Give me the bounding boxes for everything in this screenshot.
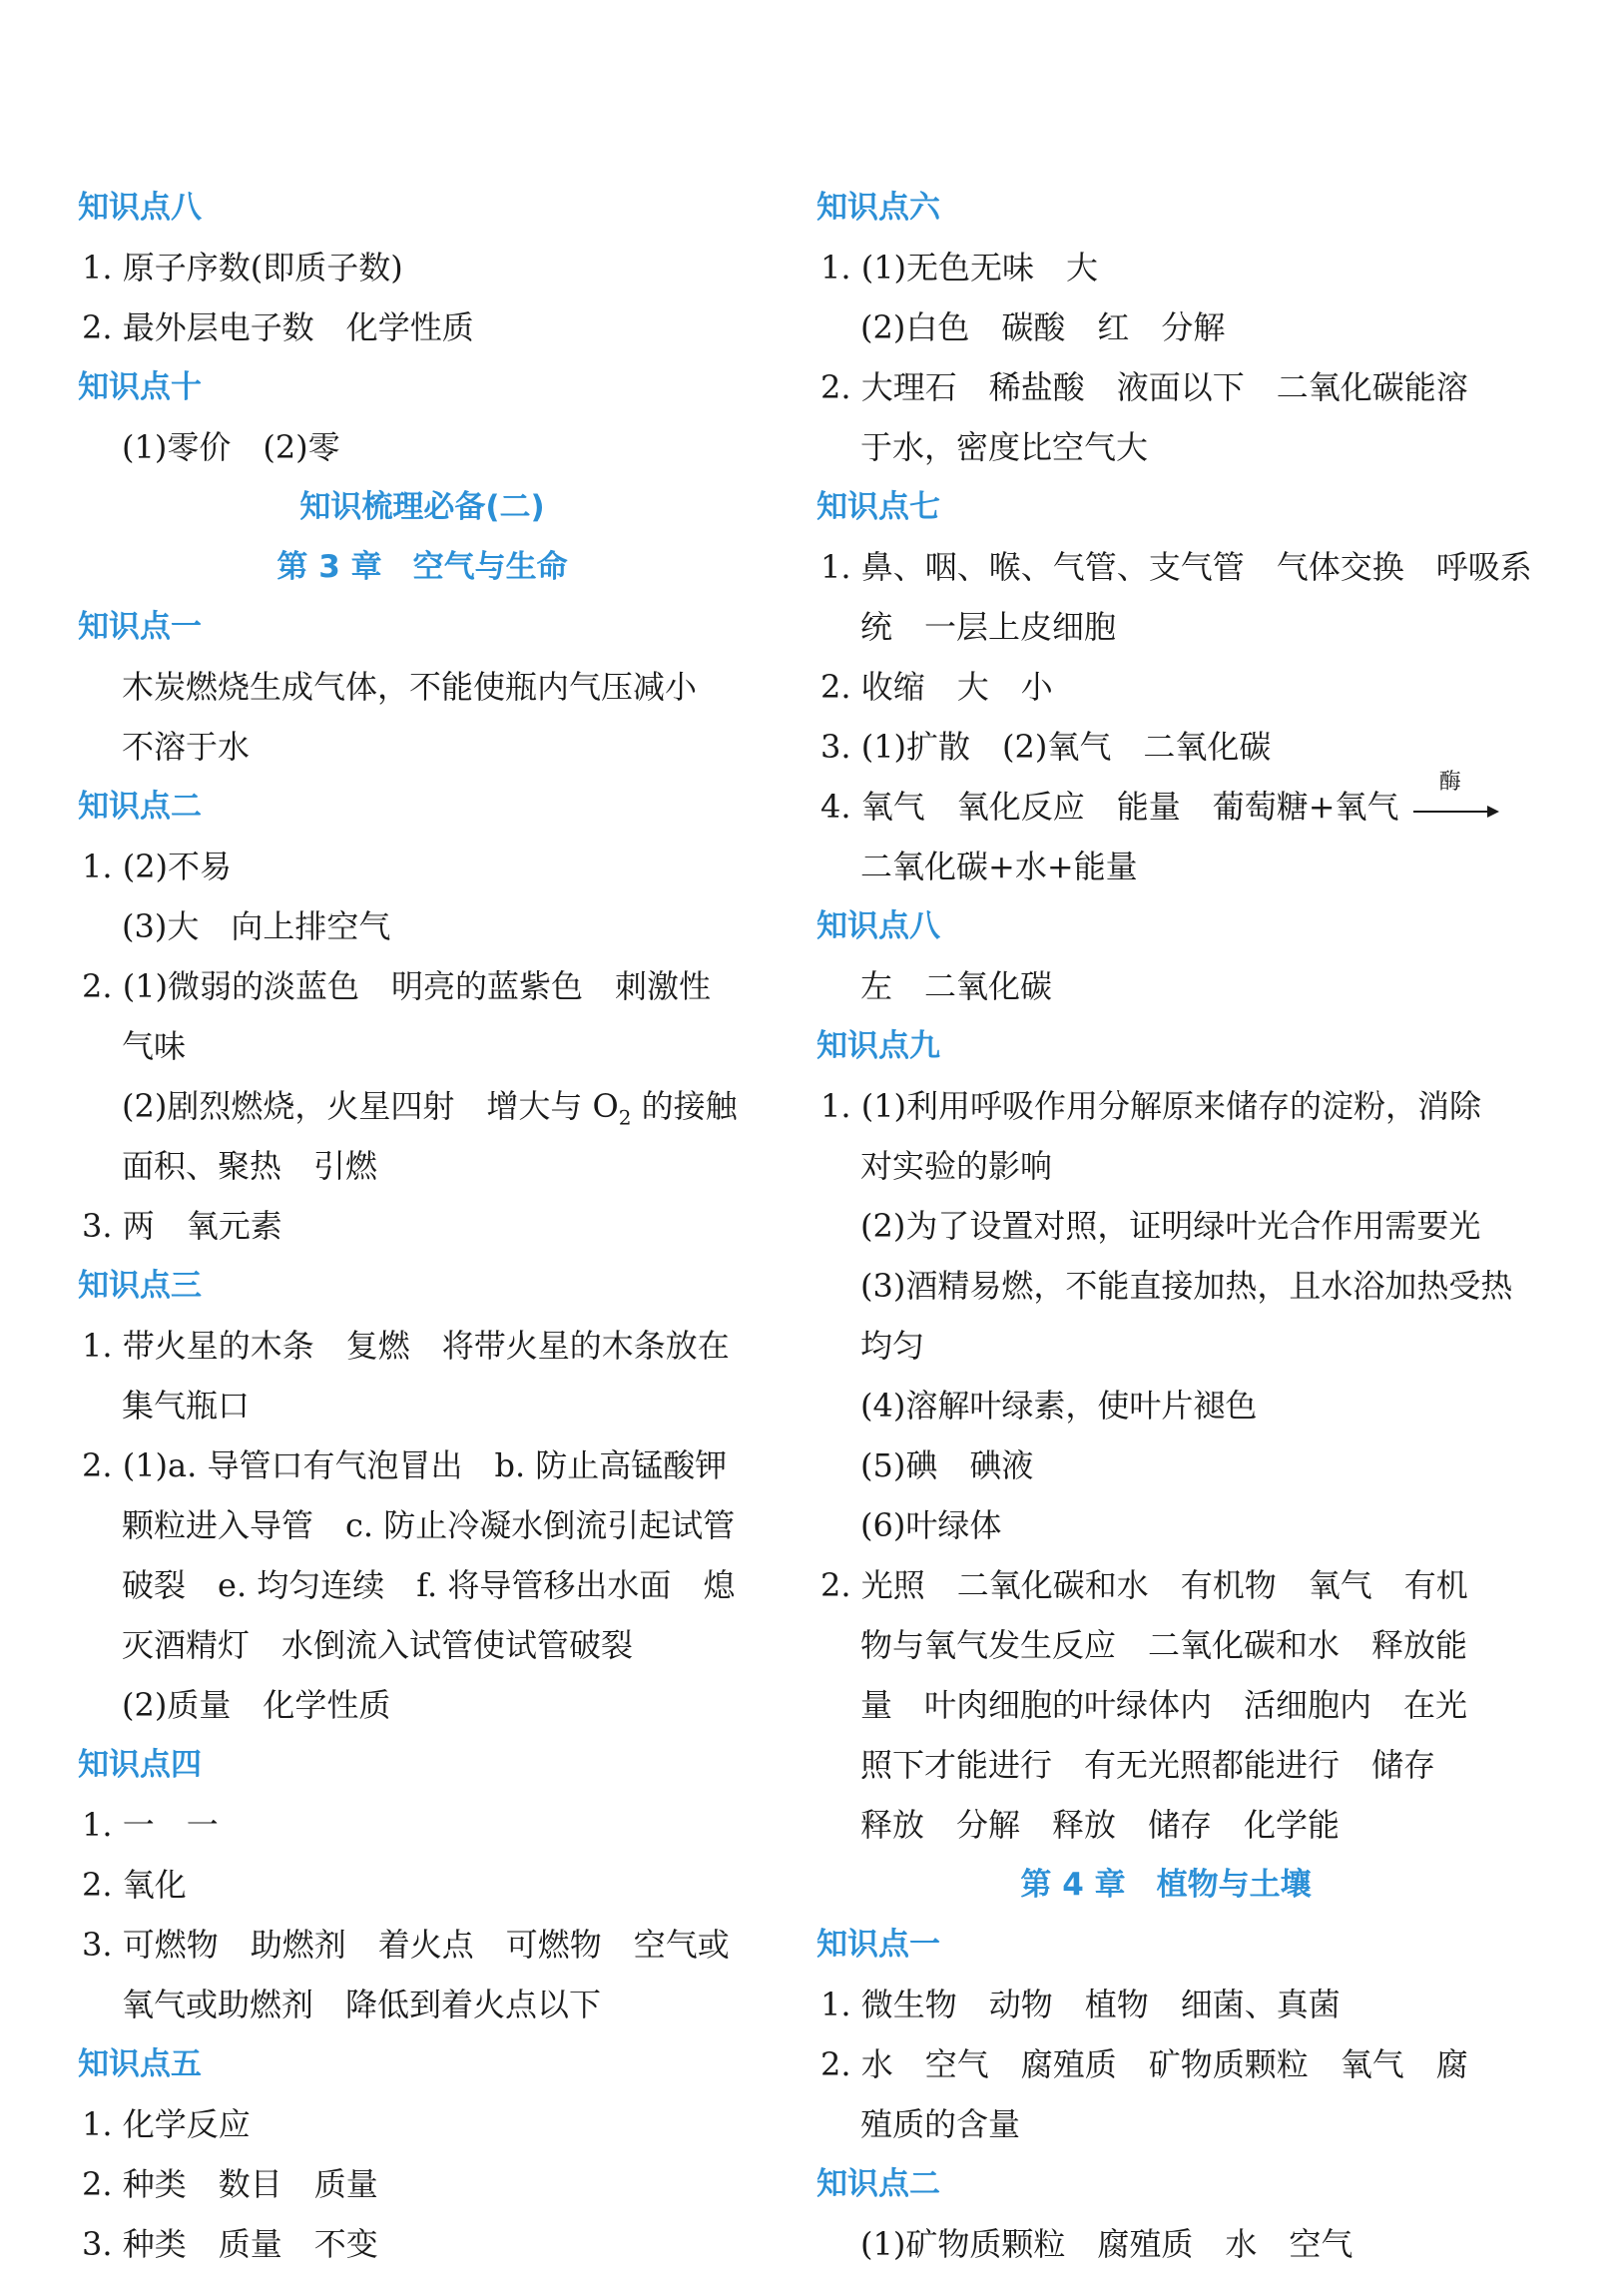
kp8-heading: 知识点八 bbox=[78, 190, 202, 226]
c4-kp1-item-1: 1. 微生物 动物 植物 细菌、真菌 bbox=[820, 1986, 1341, 2023]
kp4-heading: 知识点四 bbox=[78, 1747, 202, 1783]
kp3-item-6: 灭酒精灯 水倒流入试管使试管破裂 bbox=[122, 1626, 634, 1664]
kp7-item-3: 2. 收缩 大 小 bbox=[820, 668, 1053, 706]
kp3-item-2: 集气瓶口 bbox=[122, 1387, 251, 1425]
kp9-item-12: 照下才能进行 有无光照都能进行 储存 bbox=[860, 1746, 1436, 1784]
kp2-item-4: 气味 bbox=[122, 1027, 187, 1065]
kp7-item-4: 3. (1)扩散 (2)氧气 二氧化碳 bbox=[820, 728, 1272, 766]
left-column bbox=[78, 178, 767, 2274]
kp6-item-1: 1. (1)无色无味 大 bbox=[820, 249, 1099, 286]
c4-kp1-item-3: 殖质的含量 bbox=[860, 2105, 1021, 2143]
kp2-item-5-text-b: 的接触 bbox=[631, 1087, 738, 1125]
kp8-item-2: 2. 最外层电子数 化学性质 bbox=[82, 308, 474, 346]
kp2-heading: 知识点二 bbox=[78, 789, 202, 825]
kp9-item-3: (2)为了设置对照，证明绿叶光合作用需要光 bbox=[860, 1207, 1481, 1245]
kp5-item-3: 3. 种类 质量 不变 bbox=[82, 2225, 378, 2263]
chapter-4-title: 第 4 章 植物与土壤 bbox=[1020, 1867, 1312, 1903]
kp3-item-7: (2)质量 化学性质 bbox=[122, 1686, 391, 1724]
kp8-right-item-1: 左 二氧化碳 bbox=[860, 967, 1053, 1005]
kp3-heading: 知识点三 bbox=[78, 1268, 202, 1304]
kp4-item-2: 2. 氧化 bbox=[82, 1866, 187, 1904]
kp2-item-2: (3)大 向上排空气 bbox=[122, 907, 391, 945]
kp2-item-3: 2. (1)微弱的淡蓝色 明亮的蓝紫色 刺激性 bbox=[82, 967, 712, 1005]
kp2-item-5 bbox=[78, 1076, 767, 1136]
kp9-item-1: 1. (1)利用呼吸作用分解原来储存的淀粉，消除 bbox=[820, 1087, 1482, 1125]
kp2-item-7: 3. 两 氧元素 bbox=[82, 1207, 282, 1245]
section-title: 知识梳理必备(二) bbox=[299, 489, 545, 525]
kp10-heading: 知识点十 bbox=[78, 369, 202, 405]
kp9-item-4: (3)酒精易燃，不能直接加热，且水浴加热受热 bbox=[860, 1267, 1513, 1305]
arrow-icon bbox=[1409, 790, 1499, 830]
enzyme-label: 酶 bbox=[1438, 769, 1461, 795]
kp9-item-10: 物与氧气发生反应 二氧化碳和水 释放能 bbox=[860, 1626, 1468, 1664]
kp6-item-4: 于水，密度比空气大 bbox=[860, 428, 1149, 466]
c4-kp1-heading: 知识点一 bbox=[816, 1927, 940, 1963]
kp9-heading: 知识点九 bbox=[816, 1028, 940, 1064]
kp7-item-2: 统 一层上皮细胞 bbox=[860, 608, 1117, 646]
kp2-item-5-subscript: 2 bbox=[618, 1105, 632, 1130]
kp1-item-1: 木炭燃烧生成气体，不能使瓶内气压减小 bbox=[122, 668, 698, 706]
kp3-item-4: 颗粒进入导管 c. 防止冷凝水倒流引起试管 bbox=[122, 1506, 736, 1544]
kp9-item-13: 释放 分解 释放 储存 化学能 bbox=[860, 1806, 1341, 1844]
reaction-arrow bbox=[1409, 769, 1499, 830]
c4-kp2-item-1: (1)矿物质颗粒 腐殖质 水 空气 bbox=[860, 2225, 1353, 2263]
kp5-item-1: 1. 化学反应 bbox=[82, 2105, 251, 2143]
kp8-item-1: 1. 原子序数(即质子数) bbox=[82, 249, 403, 286]
kp5-heading: 知识点五 bbox=[78, 2046, 202, 2082]
kp9-item-5: 均匀 bbox=[860, 1327, 925, 1365]
kp9-item-2: 对实验的影响 bbox=[860, 1147, 1053, 1185]
kp6-heading: 知识点六 bbox=[816, 190, 940, 226]
kp9-item-7: (5)碘 碘液 bbox=[860, 1446, 1034, 1484]
kp6-item-3: 2. 大理石 稀盐酸 液面以下 二氧化碳能溶 bbox=[820, 368, 1468, 406]
kp1-heading: 知识点一 bbox=[78, 609, 202, 645]
kp2-item-5-text-a: (2)剧烈燃烧，火星四射 增大与 O bbox=[122, 1087, 619, 1125]
kp4-item-3: 3. 可燃物 助燃剂 着火点 可燃物 空气或 bbox=[82, 1926, 730, 1964]
kp2-item-1: 1. (2)不易 bbox=[82, 848, 233, 885]
kp8-right-heading: 知识点八 bbox=[816, 908, 940, 944]
kp4-item-1: 1. 一 一 bbox=[82, 1806, 219, 1844]
kp5-item-2: 2. 种类 数目 质量 bbox=[82, 2165, 378, 2203]
kp9-item-9: 2. 光照 二氧化碳和水 有机物 氧气 有机 bbox=[820, 1566, 1468, 1604]
kp6-item-2: (2)白色 碳酸 红 分解 bbox=[860, 308, 1226, 346]
kp9-item-11: 量 叶肉细胞的叶绿体内 活细胞内 在光 bbox=[860, 1686, 1468, 1724]
kp1-item-2: 不溶于水 bbox=[122, 728, 251, 766]
kp7-item-1: 1. 鼻、咽、喉、气管、支气管 气体交换 呼吸系 bbox=[820, 548, 1532, 586]
kp7-heading: 知识点七 bbox=[816, 489, 940, 525]
kp7-item-5-text: 4. 氧气 氧化反应 能量 葡萄糖+氧气 bbox=[820, 788, 1399, 826]
kp9-item-6: (4)溶解叶绿素，使叶片褪色 bbox=[860, 1387, 1258, 1425]
kp7-item-5 bbox=[816, 769, 1515, 837]
c4-kp1-item-2: 2. 水 空气 腐殖质 矿物质颗粒 氧气 腐 bbox=[820, 2045, 1468, 2083]
kp3-item-5: 破裂 e. 均匀连续 f. 将导管移出水面 熄 bbox=[122, 1566, 736, 1604]
kp3-item-3: 2. (1)a. 导管口有气泡冒出 b. 防止高锰酸钾 bbox=[82, 1446, 728, 1484]
right-column bbox=[816, 178, 1532, 2274]
kp3-item-1: 1. 带火星的木条 复燃 将带火星的木条放在 bbox=[82, 1327, 730, 1365]
kp10-item-1: (1)零价 (2)零 bbox=[122, 428, 340, 466]
chapter-3-title: 第 3 章 空气与生命 bbox=[276, 549, 568, 585]
kp2-item-6: 面积、聚热 引燃 bbox=[122, 1147, 378, 1185]
c4-kp2-heading: 知识点二 bbox=[816, 2166, 940, 2202]
kp7-item-6: 二氧化碳+水+能量 bbox=[860, 848, 1138, 885]
kp4-item-4: 氧气或助燃剂 降低到着火点以下 bbox=[122, 1986, 602, 2023]
kp9-item-8: (6)叶绿体 bbox=[860, 1506, 1002, 1544]
